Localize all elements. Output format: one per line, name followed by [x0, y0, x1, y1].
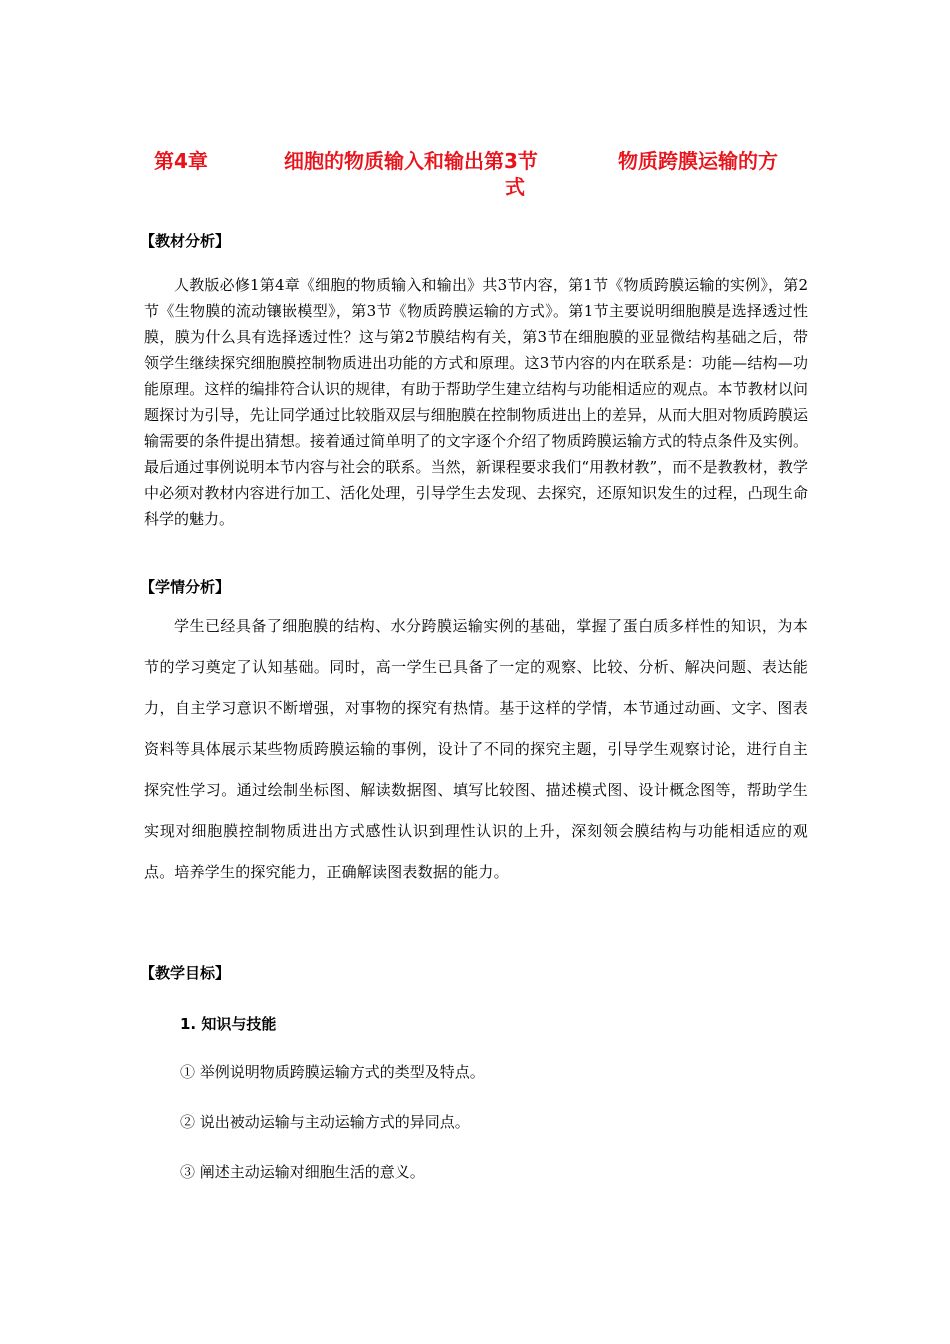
- goal-item-1: ① 举例说明物质跨膜运输方式的类型及特点。: [180, 1063, 485, 1081]
- title-section-name-cont: 式: [505, 175, 525, 199]
- paragraph-student-analysis: 学生已经具备了细胞膜的结构、水分跨膜运输实例的基础，掌握了蛋白质多样性的知识，为本节的学习奠定了认知基础。同时，高一学生已具备了一定的观察、比较、分析、解决问题、表达能力，自主学习意识不断增强，对事物的探究有热情。基于这样的学情，本节通过动画、文字、图表资料等具体展示某些物质跨膜运输的事例，设计了不同的探究主题，引导学生观察讨论，进行自主探究性学习。通过绘制坐标图、解读数据图、填写比较图、描述模式图、设计概念图等，帮助学生实现对细胞膜控制物质进出方式感性认识到理性认识的上升，深刻领会膜结构与功能相适应的观点。培养学生的探究能力，正确解读图表数据的能力。: [144, 617, 808, 881]
- title-chapter-name: 细胞的物质输入和输出第3节: [284, 149, 538, 173]
- title-chapter: 第4章: [154, 149, 208, 173]
- heading-teaching-goals: 【教学目标】: [140, 964, 231, 982]
- goal-item-2: ② 说出被动运输与主动运输方式的异同点。: [180, 1113, 470, 1131]
- heading-material-analysis: 【教材分析】: [140, 232, 231, 250]
- title-section-name: 物质跨膜运输的方: [618, 149, 778, 173]
- goal-item-3: ③ 阐述主动运输对细胞生活的意义。: [180, 1163, 425, 1181]
- subheading-knowledge-skills: 1. 知识与技能: [180, 1015, 277, 1033]
- paragraph-material-analysis: 人教版必修1第4章《细胞的物质输入和输出》共3节内容，第1节《物质跨膜运输的实例》，第2节《生物膜的流动镶嵌模型》，第3节《物质跨膜运输的方式》。第1节主要说明细胞膜是选择透过性膜，膜为什么具有选择透过性？这与第2节膜结构有关，第3节在细胞膜的亚显微结构基础之后，带领学生继续探究细胞膜控制物质进出功能的方式和原理。这3节内容的内在联系是：功能—结构—功能原理。这样的编排符合认识的规律，有助于帮助学生建立结构与功能相适应的观点。本节教材以问题探讨为引导，先让同学通过比较脂双层与细胞膜在控制物质进出上的差异，从而大胆对物质跨膜运输需要的条件提出猜想。接着通过简单明了的文字逐个介绍了物质跨膜运输方式的特点条件及实例。最后通过事例说明本节内容与社会的联系。当然，新课程要求我们“用教材教”，而不是教教材，教学中必须对教材内容进行加工、活化处理，引导学生去发现、去探究，还原知识发生的过程，凸现生命科学的魅力。: [144, 276, 808, 528]
- heading-student-analysis: 【学情分析】: [140, 578, 231, 596]
